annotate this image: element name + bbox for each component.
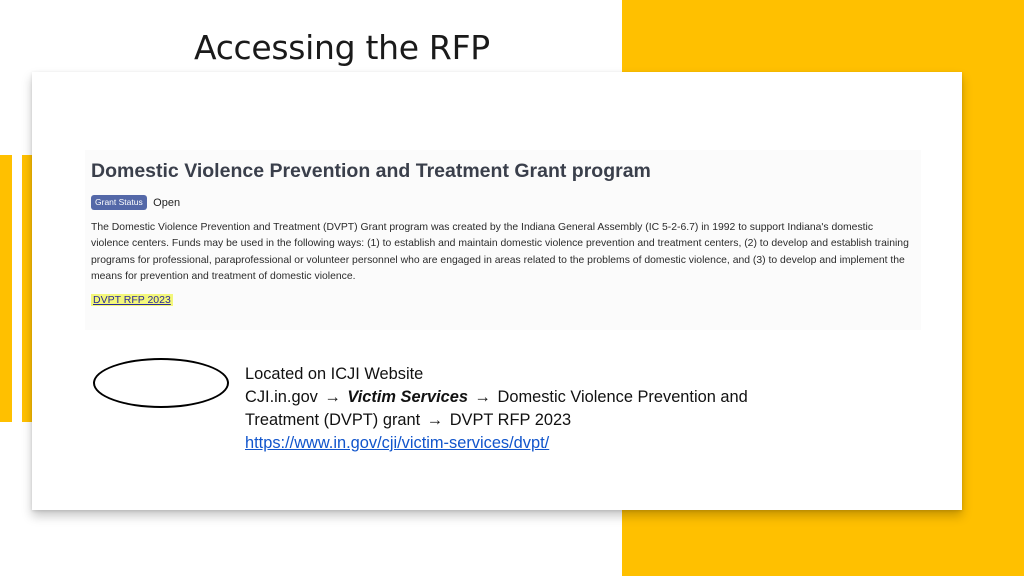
grant-status-row: [91, 194, 180, 210]
caption-line-path: [245, 386, 748, 409]
caption-rfp: DVPT RFP 2023: [449, 411, 572, 429]
dvpt-rfp-link[interactable]: DVPT RFP 2023: [93, 294, 171, 306]
caption-victim-services: Victim Services: [347, 388, 468, 406]
highlight-circle: [93, 358, 229, 408]
grant-status-value: Open: [153, 196, 181, 209]
arrow-right-icon: →: [426, 411, 444, 429]
caption-text: [245, 363, 748, 455]
caption-line-grant: [245, 409, 748, 432]
caption-dvpt-part2: Treatment (DVPT) grant: [245, 411, 421, 429]
arrow-right-icon: →: [324, 388, 341, 406]
grant-status-badge: Grant Status: [91, 195, 147, 210]
program-heading: Domestic Violence Prevention and Treatment Grant program: [91, 160, 651, 182]
dvpt-url-link[interactable]: https://www.in.gov/cji/victim-services/dvpt/: [245, 434, 550, 452]
left-accent-bar: [0, 155, 12, 422]
slide-title: Accessing the RFP: [194, 28, 490, 67]
website-screenshot: [85, 150, 921, 330]
caption-line-location: Located on ICJI Website: [245, 365, 424, 383]
left-accent-bar-inner: [22, 155, 32, 422]
arrow-right-icon: →: [474, 388, 491, 406]
caption-dvpt-part1: Domestic Violence Prevention and: [497, 388, 748, 406]
caption-site: CJI.in.gov: [245, 388, 318, 406]
program-description: The Domestic Violence Prevention and Treatment (DVPT) Grant program was created by the Indiana General Assembly (IC 5-2-6.7) in 1992 to support Indiana's domestic violence centers. Funds may be used in the following ways: (1) to establish and maintain domestic violence prevention and treatment centers, (2) to develop and establish training programs for professional, paraprofessional or volunteer personnel who are engaged in areas related to the problems of domestic violence, and (3) to develop and implement the means for prevention and treatment of domestic violence.: [91, 222, 909, 283]
